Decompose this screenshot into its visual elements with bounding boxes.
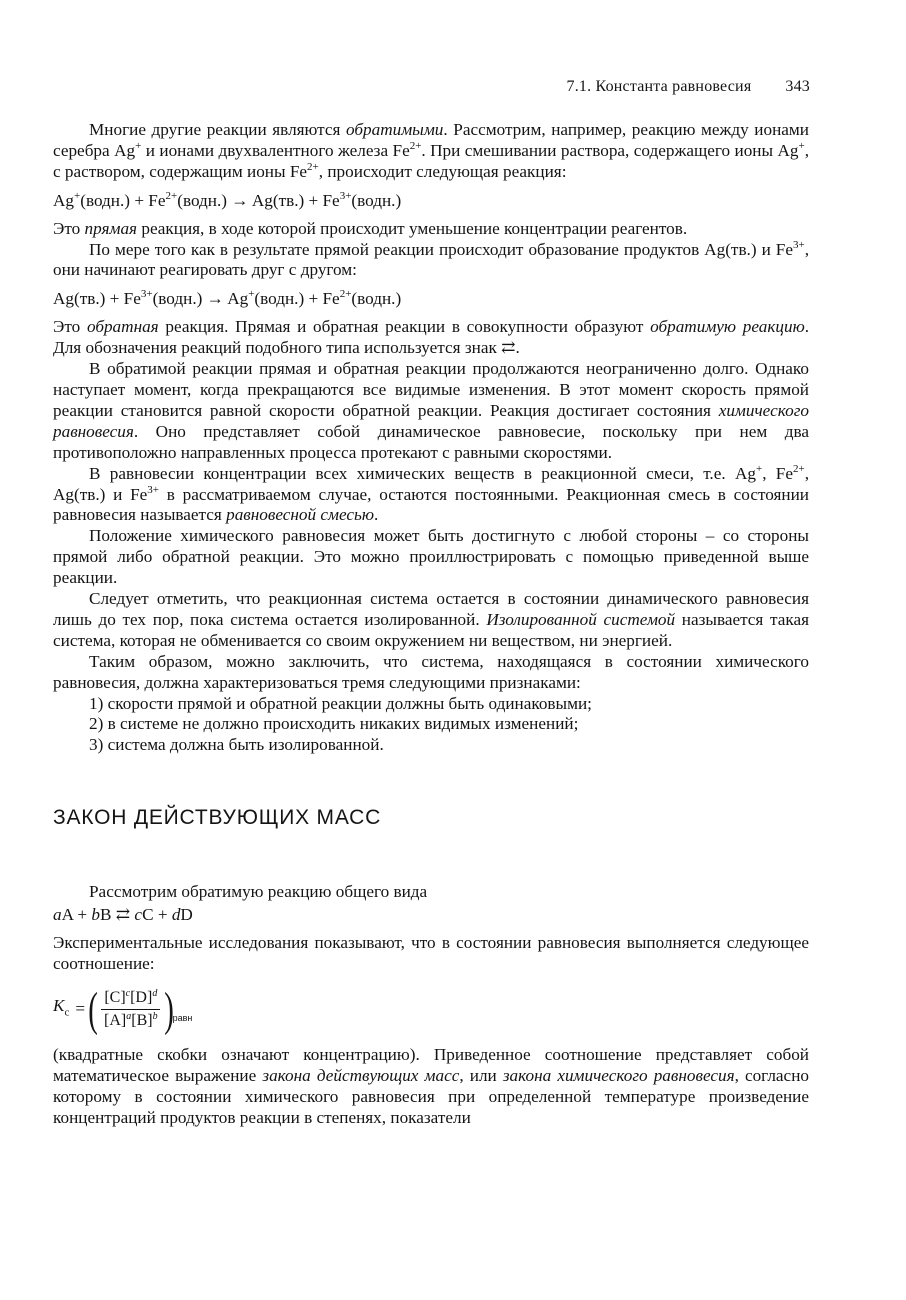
equation-forward: Ag+(водн.) + $Fe^{2+}(водн.) \to Ag(тв.)$ + $Fe^{3+}(водн.)$ (53, 189, 402, 210)
paragraph-general: Рассмотрим обратимую реакцию общего вида (89, 882, 428, 902)
paragraph-reversible: Многие другие реакции являются обратимыми. Рассмотрим, например, реакцию между ионами серебра Ag+ и ионами двухвалентного железа $Fe^{2+}$. При смешивании раствора, содержащего ионы Ag+, с раствором, содержащим ионы $Fe^{2+}$, происходит следующая реакция: (53, 120, 809, 181)
paragraph-products: По мере того как в результате прямой реакции происходит образование продуктов Ag(тв.) и $Fe^{3+}$, они начинают реагировать друг с другом: (53, 238, 809, 280)
equation-general: aA + bB ⇄ cC + dD (53, 905, 193, 925)
denominator: $[A]^a[B]^b$ (104, 1011, 158, 1030)
paragraph-position: Положение химического равновесия может быть достигнуто с любой стороны – со стороны прямой либо обратной реакции. Это можно проиллюстрировать с помощью приведенной выше реакции. (53, 526, 809, 588)
paragraph-concentrations: В равновесии концентрации всех химических веществ в реакционной смеси, т.е. Ag+, $Fe^{2+}$, Ag(тв.) и $Fe^{3+}$ в рассматриваемом случае, остаются постоянными. Реакционная смесь в состоянии равновесия называется равновесной смесью. (53, 462, 810, 525)
list-item: 1) скорости прямой и обратной реакции должны быть одинаковыми; (89, 693, 592, 713)
paragraph-equilibrium: В обратимой реакции прямая и обратная реакции продолжаются неограниченно долго. Однако наступает момент, когда прекращаются все видимые изменения. В этот момент скорость прямой реакции становится равной скорости обратной реакции. Реакция достигает состояния химического равновесия. Оно представляет собой динамическое равновесие, поскольку при нем два противоположно направленных процесса протекают с равными скоростями. (53, 359, 809, 462)
paragraph-forward: Это прямая реакция, в ходе которой происходит уменьшение концентрации реагентов. (53, 218, 688, 238)
equilibrium-constant-formula: $K_c$ = ( $\frac{[C]^c[D]^d}{[A]^a[B]^b}$ ) равн (53, 982, 193, 1036)
numerator: $[C]^c[D]^d$ (101, 988, 160, 1010)
paragraph-conclusion: Таким образом, можно заключить, что система, находящаяся в состоянии химического равновесия, должна характеризоваться тремя следующими признаками: (53, 651, 809, 692)
running-header (0, 78, 810, 96)
page-number: 343 (785, 78, 810, 95)
list-item: 3) система должна быть изолированной. (89, 735, 384, 755)
section-title: 7.1. Константа равновесия (566, 78, 752, 95)
list-item: 2) в системе не должно происходить никаких видимых изменений; (89, 714, 579, 734)
paragraph-reverse: Это обратная реакция. Прямая и обратная реакции в совокупности образуют обратимую реакцию. Для обозначения реакций подобного типа используется знак ⇄. (53, 317, 809, 358)
paragraph-mass-action: (квадратные скобки означают концентрацию). Приведенное соотношение представляет собой математическое выражение закона действующих масс, или закона химического равновесия, согласно которому в состоянии химического равновесия при определенной температуре произведение концентраций продуктов реакции в степенях, показатели (53, 1044, 809, 1127)
section-heading: ЗАКОН ДЕЙСТВУЮЩИХ МАСС (53, 806, 382, 830)
fraction (101, 988, 161, 1031)
page-body (53, 120, 809, 1129)
equation-reverse: $Ag(тв.) + Fe^{3+}(водн.)$ → Ag+(водн.) + $Fe^{2+}(водн.)$ (53, 288, 402, 309)
paragraph-experimental: Экспериментальные исследования показывают, что в состоянии равновесия выполняется следующее соотношение: (53, 933, 809, 973)
paragraph-isolated: Следует отметить, что реакционная система остается в состоянии динамического равновесия лишь до тех пор, пока система остается изолированной. Изолированной системой называется такая система, которая не обменивается со своим окружением ни веществом, ни энергией. (53, 589, 809, 650)
equilibrium-subscript: равн (172, 1013, 193, 1023)
kc-symbol: $K_c$ (53, 996, 70, 1019)
